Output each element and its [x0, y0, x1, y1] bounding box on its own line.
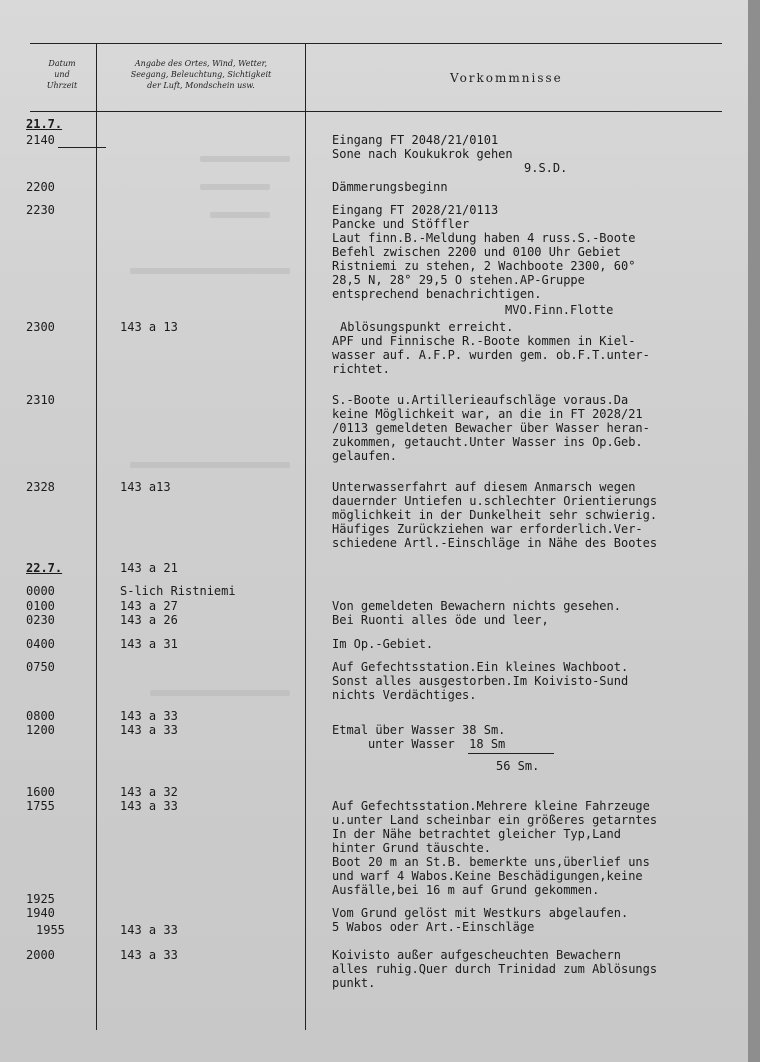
time-entry: 1955: [36, 923, 65, 937]
event-line: Laut finn.B.-Meldung haben 4 russ.S.-Boote: [332, 231, 636, 245]
event-line: Im Op.-Gebiet.: [332, 637, 434, 651]
date-entry: 22.7.: [26, 561, 63, 575]
event-line: entsprechend benachrichtigen.: [332, 287, 542, 301]
event-line: Ablösungspunkt erreicht.: [340, 320, 514, 334]
time-entry: 0100: [26, 599, 55, 613]
event-signature: MVO.Finn.Flotte: [505, 303, 614, 317]
time-entry: 1200: [26, 723, 55, 737]
time-entry: 1925: [26, 892, 55, 906]
event-line: Unterwasserfahrt auf diesem Anmarsch wegen: [332, 480, 636, 494]
event-line: alles ruhig.Quer durch Trinidad zum Ablösungs: [332, 962, 658, 976]
event-line: In der Nähe betrachtet gleicher Typ,Land: [332, 827, 621, 841]
time-entry: 0400: [26, 637, 55, 651]
header-col-date: Datum und Uhrzeit: [46, 59, 78, 90]
place-entry: 143 a 33: [120, 799, 178, 813]
event-line: 9.S.D.: [524, 161, 568, 175]
event-line: schiedene Artl.-Einschläge in Nähe des Bootes: [332, 536, 658, 550]
place-entry: 143 a13: [120, 480, 171, 494]
event-line: Sonst alles ausgestorben.Im Koivisto-Sund: [332, 674, 629, 688]
time-entry: 2140: [26, 133, 55, 147]
place-entry: 143 a 32: [120, 785, 178, 799]
event-line: zukommen, getaucht.Unter Wasser ins Op.Geb.: [332, 435, 643, 449]
time-entry: 1755: [26, 799, 55, 813]
time-entry: 2310: [26, 393, 55, 407]
page-edge-shadow: [748, 0, 760, 1062]
event-line: S.-Boote u.Artillerieaufschläge voraus.Da: [332, 393, 629, 407]
event-line: Auf Gefechtsstation.Ein kleines Wachboot.: [332, 660, 629, 674]
place-entry: 143 a 26: [120, 613, 178, 627]
event-line: Eingang FT 2028/21/0113: [332, 203, 499, 217]
event-line: Boot 20 m an St.B. bemerkte uns,überlief uns: [332, 855, 650, 869]
event-line: möglichkeit in der Dunkelheit sehr schwierig.: [332, 508, 658, 522]
pencil-stroke: [58, 147, 106, 148]
event-line: Ristniemi zu stehen, 2 Wachboote 2300, 60°: [332, 259, 636, 273]
event-line: wasser auf. A.F.P. wurden gem. ob.F.T.unter-: [332, 348, 650, 362]
event-line: 5 Wabos oder Art.-Einschläge: [332, 920, 535, 934]
event-line: nichts Verdächtiges.: [332, 688, 477, 702]
bleed-through-mark: [150, 690, 290, 696]
place-entry: 143 a 31: [120, 637, 178, 651]
event-line: u.unter Land scheinbar ein größeres getarntes: [332, 813, 658, 827]
time-entry: 2200: [26, 180, 55, 194]
place-entry: 143 a 13: [120, 320, 178, 334]
place-entry: 143 a 33: [120, 723, 178, 737]
event-line: richtet.: [332, 362, 390, 376]
time-entry: 1600: [26, 785, 55, 799]
event-line: gelaufen.: [332, 449, 398, 463]
bleed-through-mark: [130, 268, 290, 274]
event-line: dauernder Untiefen u.schlechter Orientierungs: [332, 494, 658, 508]
column-rule-2: [305, 43, 306, 1030]
event-line: unter Wasser 18 Sm: [368, 737, 506, 751]
table-top-rule: [30, 43, 722, 44]
time-entry: 0800: [26, 709, 55, 723]
event-line: und warf 4 Wabos.Keine Beschädigungen,keine: [332, 869, 643, 883]
place-entry: 143 a 33: [120, 923, 178, 937]
event-line: keine Möglichkeit war, an die in FT 2028/21: [332, 407, 643, 421]
event-line: hinter Grund täuschte.: [332, 841, 491, 855]
event-line: /0113 gemeldeten Bewacher über Wasser heran-: [332, 421, 650, 435]
event-line: Eingang FT 2048/21/0101: [332, 133, 499, 147]
header-col-place: Angabe des Ortes, Wind, Wetter, Seegang, Beleuchtung, Sichtigkeit der Luft, Mondschein usw.: [130, 59, 272, 90]
event-line: Dämmerungsbeginn: [332, 180, 448, 194]
time-entry: 2230: [26, 203, 55, 217]
event-line: APF und Finnische R.-Boote kommen in Kiel-: [332, 334, 636, 348]
time-entry: 1940: [26, 906, 55, 920]
bleed-through-mark: [130, 462, 290, 468]
event-line: Pancke und Stöffler: [332, 217, 470, 231]
event-line: Häufiges Zurückziehen war erforderlich.Ver-: [332, 522, 643, 536]
event-line: 56 Sm.: [496, 759, 540, 773]
event-line: Von gemeldeten Bewachern nichts gesehen.: [332, 599, 621, 613]
time-entry: 0230: [26, 613, 55, 627]
event-line: Auf Gefechtsstation.Mehrere kleine Fahrzeuge: [332, 799, 650, 813]
place-entry: 143 a 27: [120, 599, 178, 613]
bleed-through-mark: [200, 184, 270, 190]
time-entry: 0000: [26, 584, 55, 598]
place-entry: S-lich Ristniemi: [120, 584, 236, 598]
event-line: Vom Grund gelöst mit Westkurs abgelaufen.: [332, 906, 629, 920]
column-rule-1: [96, 43, 97, 1030]
time-entry: 2000: [26, 948, 55, 962]
date-entry: 21.7.: [26, 117, 63, 131]
bleed-through-mark: [200, 156, 290, 162]
event-line: Etmal über Wasser 38 Sm.: [332, 723, 506, 737]
event-line: punkt.: [332, 976, 376, 990]
event-line: 28,5 N, 28° 29,5 O stehen.AP-Gruppe: [332, 273, 585, 287]
bleed-through-mark: [210, 212, 270, 218]
event-line: Bei Ruonti alles öde und leer,: [332, 613, 549, 627]
event-line: Ausfälle,bei 16 m auf Grund gekommen.: [332, 883, 600, 897]
event-line: Sone nach Koukukrok gehen: [332, 147, 513, 161]
place-entry: 143 a 21: [120, 561, 178, 575]
place-entry: 143 a 33: [120, 948, 178, 962]
time-entry: 0750: [26, 660, 55, 674]
header-col-events: Vorkommnisse: [450, 71, 563, 85]
time-entry: 2328: [26, 480, 55, 494]
event-line: Befehl zwischen 2200 und 0100 Uhr Gebiet: [332, 245, 621, 259]
time-entry: 2300: [26, 320, 55, 334]
event-line: Koivisto außer aufgescheuchten Bewachern: [332, 948, 621, 962]
header-bottom-rule: [30, 111, 722, 112]
place-entry: 143 a 33: [120, 709, 178, 723]
sum-rule: [468, 753, 554, 754]
